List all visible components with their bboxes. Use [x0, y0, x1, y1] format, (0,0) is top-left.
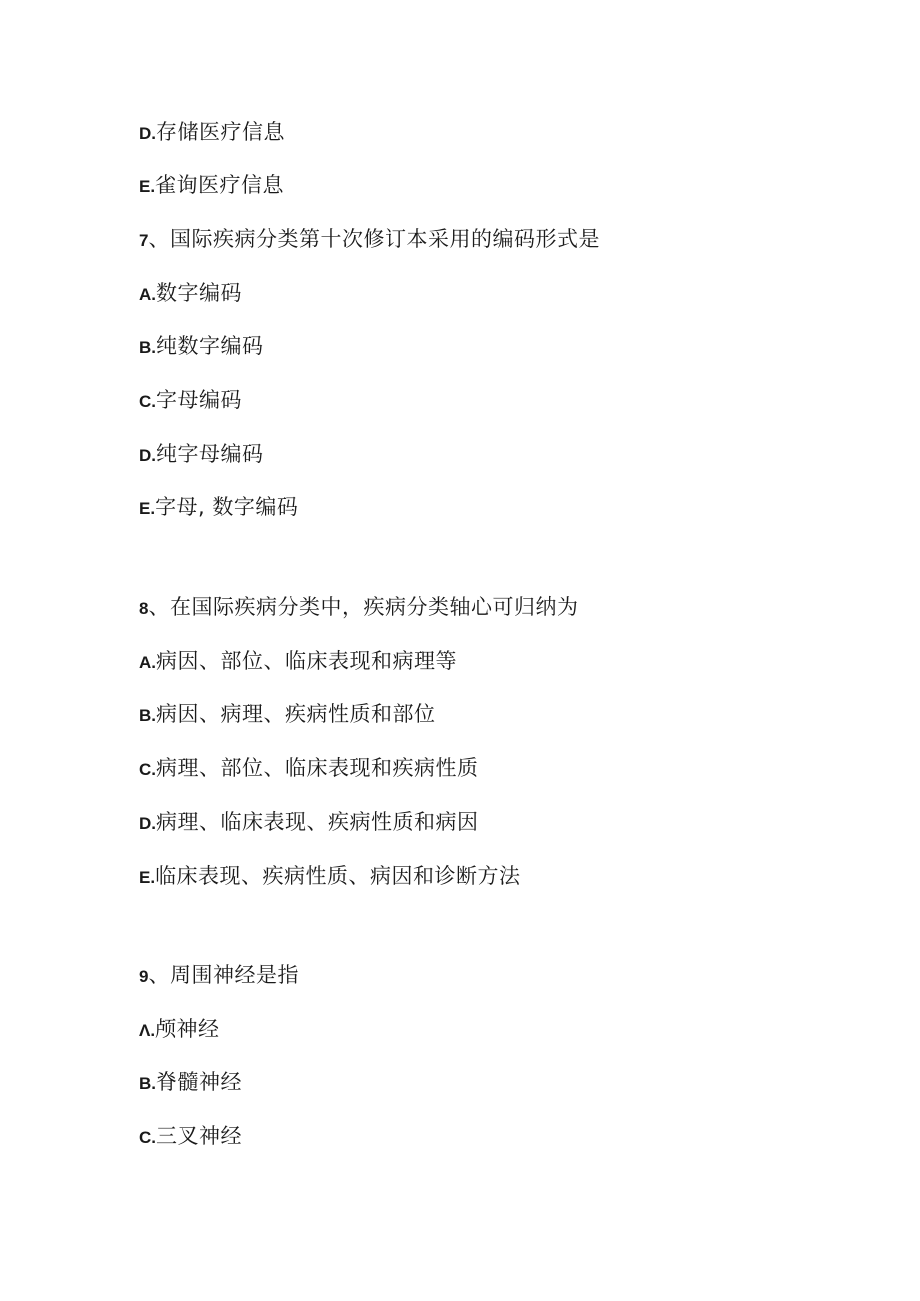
option-text: 三叉神经	[156, 1124, 242, 1148]
q8-option-e	[139, 862, 521, 892]
question-number: 9	[139, 967, 149, 986]
q7-option-b	[139, 332, 264, 362]
q7-option-a	[139, 279, 242, 309]
option-letter: E.	[139, 177, 156, 196]
option-text: 字母编码	[156, 388, 242, 412]
q8-option-b	[139, 700, 436, 730]
question-text: 、国际疾病分类第十次修订本采用的编码形式是	[148, 227, 600, 251]
option-text: 病因、部位、临床表现和病理等	[156, 649, 457, 673]
q7-option-d	[139, 440, 264, 470]
q9-option-c	[139, 1122, 242, 1152]
q9-option-b	[139, 1068, 242, 1098]
q8-stem	[139, 593, 578, 623]
option-letter: A.	[139, 653, 156, 672]
option-letter: A.	[139, 285, 156, 304]
option-text: 雀询医疗信息	[155, 173, 285, 197]
option-letter: D.	[139, 446, 156, 465]
question-text: 、周围神经是指	[148, 963, 299, 987]
q7-option-c	[139, 386, 242, 416]
q6-option-e	[139, 171, 284, 201]
q8-option-d	[139, 808, 479, 838]
option-text: 病因、病理、疾病性质和部位	[156, 702, 436, 726]
option-text: 纯数字编码	[156, 334, 264, 358]
option-letter: C.	[139, 760, 156, 779]
q8-option-a	[139, 647, 457, 677]
option-letter: D.	[139, 814, 156, 833]
q9-stem	[139, 961, 299, 991]
q7-option-e	[139, 493, 298, 523]
option-letter: C.	[139, 392, 156, 411]
option-text: 脊髓神经	[156, 1070, 242, 1094]
option-text: 颅神经	[155, 1017, 220, 1041]
option-text: 临床表现、疾病性质、病因和诊断方法	[155, 864, 521, 888]
option-letter: B.	[139, 338, 156, 357]
option-text: 病理、部位、临床表现和疾病性质	[156, 756, 479, 780]
question-number: 7	[139, 231, 149, 250]
option-letter: D.	[139, 124, 156, 143]
question-text: 、在国际疾病分类中，疾病分类轴心可归纳为	[148, 595, 579, 619]
option-text: 字母, 数字编码	[155, 495, 299, 519]
option-text: 存储医疗信息	[156, 120, 285, 144]
q8-option-c	[139, 754, 479, 784]
option-text: 病理、临床表现、疾病性质和病因	[156, 810, 479, 834]
option-letter: B.	[139, 1074, 156, 1093]
option-letter: E.	[139, 868, 156, 887]
option-text: 纯字母编码	[156, 442, 264, 466]
option-letter: E.	[139, 499, 156, 518]
q7-stem	[139, 225, 600, 255]
option-letter: B.	[139, 706, 156, 725]
q9-option-a	[139, 1015, 220, 1045]
option-letter: C.	[139, 1128, 156, 1147]
option-text: 数字编码	[156, 281, 242, 305]
question-number: 8	[139, 599, 149, 618]
q6-option-d	[139, 118, 285, 148]
option-letter: Λ.	[139, 1021, 156, 1040]
